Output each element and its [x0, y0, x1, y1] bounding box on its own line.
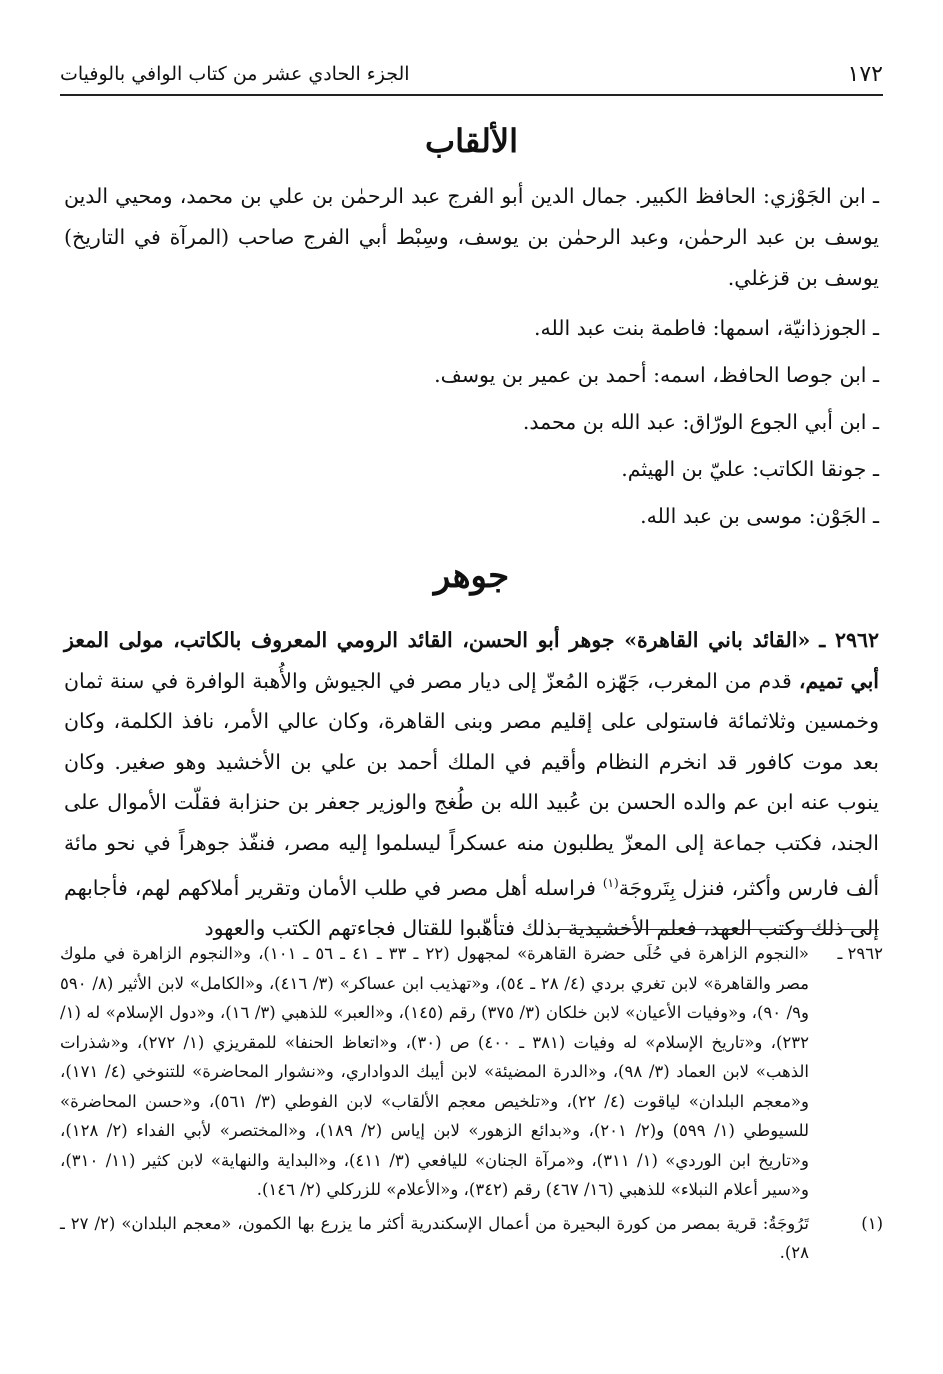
footnote-text: تَرُوجَةُ: قرية بمصر من كورة البحيرة من أعمال الإسكندرية أكثر ما يزرع بها الكمون، «معجم البلدان» (٢/ ٢٧ ـ ٢٨).	[60, 1213, 809, 1262]
alqab-entry: ـ جونقا الكاتب: عليّ بن الهيثم.	[621, 457, 879, 481]
running-header	[60, 54, 883, 96]
footnote-separator	[559, 929, 879, 930]
footnote-text: «النجوم الزاهرة في حُلَى حضرة القاهرة» لمجهول (٢٢ ـ ٣٣ ـ ٤١ ـ ٥٦ ـ ١٠١)، و«النجوم الزاهرة في ملوك مصر والقاهرة» لابن تغري بردي (٤/ ٢٨ ـ ٥٤)، و«تهذيب ابن عساكر» (٣/ ٤١٦)، و«الكامل» لابن الأثير (٨/ ٥٩٠ و٩/ ٩٠)، و«وفيات الأعيان» لابن خلكان (٣/ ٣٧٥) رقم (١٤٥)، و«العبر» للذهبي (٣/ ١٦)، و«دول الإسلام» له (١/ ٢٣٢)، و«تاريخ الإسلام» له وفيات (٣٨١ ـ ٤٠٠) ص (٣٠)، و«اتعاظ الحنفا» للمقريزي (١/ ٢٧٢)، و«شذرات الذهب» لابن العماد (٣/ ٩٨)، و«الدرة المضيئة» لابن أيبك الدواداري، و«نشوار المحاضرة» للتنوخي (٤/ ١٧١)، و«معجم البلدان» لياقوت (٤/ ٢٢)، و«تلخيص معجم الألقاب» لابن الفوطي (٣/ ٥٦١)، و«حسن المحاضرة» للسيوطي (١/ ٥٩٩) و(٢/ ٢٠١)، و«بدائع الزهور» لابن إياس (٢/ ١٨٩)، و«المختصر» لأبي الفداء (٢/ ١٢٨)، و«تاريخ ابن الوردي» (١/ ٣١١)، و«مرآة الجنان» لليافعي (٣/ ٤١١)، و«البداية والنهاية» لابن كثير (١١/ ٣١٠)، و«سير أعلام النبلاء» للذهبي (١٦/ ٤٦٧) رقم (٣٤٢)، و«الأعلام» للزركلي (٢/ ١٤٦).	[60, 944, 810, 1199]
footnotes	[60, 939, 883, 1268]
running-title: الجزء الحادي عشر من كتاب الوافي بالوفيات	[60, 63, 410, 85]
alqab-entry: ـ الجَوْن: موسى بن عبد الله.	[640, 504, 879, 528]
alqab-entry: ـ ابن جوصا الحافظ، اسمه: أحمد بن عمير بن يوسف.	[434, 363, 879, 387]
jawhar-entry-text	[64, 620, 879, 949]
entry-heading: «القائد باني القاهرة» جوهر أبو الحسن، القائد الرومي المعروف بالكاتب، مولى المعز أبي تميم،	[64, 628, 879, 693]
alqab-entry: ـ الجوزذانيّة، اسمها: فاطمة بنت عبد الله.	[533, 316, 879, 340]
page-number: ١٧٢	[847, 61, 883, 87]
alqab-entry-jawzi: ـ ابن الجَوْزي: الحافظ الكبير. جمال الدين أبو الفرج عبد الرحمٰن بن علي بن محمد، ومحيي الدين يوسف بن عبد الرحمٰن، وعبد الرحمٰن بن يوسف، وسِبْط أبي الفرج صاحب (المرآة في التاريخ) يوسف بن قزغلي.	[64, 184, 879, 290]
entry-body-continued: فراسله أهل مصر في طلب الأمان وتقرير أملاكهم لهم، فأجابهم إلى ذلك وكتب العهد، فعلم الأخشيدية بذلك فتأهّبوا للقتال فجاءتهم الكتب والعهود	[64, 875, 879, 941]
jawhar-entry	[64, 620, 879, 949]
section-title-jawhar: جوهر	[433, 556, 510, 596]
section-title-alqab: الألقاب	[425, 122, 518, 160]
entry-body: قدم من المغرب، جَهّزه المُعزّ إلى ديار مصر في الجيوش والأُهبة الوافرة في سنة ثمان وخمسين وثلاثمائة فاستولى على إقليم مصر وبنى القاهرة، وكان عالي الأمر، نافذ الكلمة، وكان بعد موت كافور قد انخرم النظام وأقيم في الملك أحمد بن علي بن الأخشيد وهو صغير. وكان ينوب عنه ابن عم والده الحسن بن عُبيد الله بن طُغج والوزير جعفر بن حنزابة فقلّت الأموال على الجند، فكتب جماعة إلى المعزّ يطلبون منه عسكراً ليسلموا إليه مصر، فنفّذ جوهراً في نحو مائة ألف فارس وأكثر، فنزل بِتَروجَة	[64, 668, 880, 900]
alqab-list	[64, 176, 879, 540]
footnote-number: ٢٩٦٢ ـ	[837, 944, 883, 963]
footnote-sources	[60, 939, 883, 1205]
alqab-entry: ـ ابن أبي الجوع الورّاق: عبد الله بن محمد.	[522, 410, 879, 434]
footnote-taruja	[60, 1209, 883, 1268]
footnote-number: (١)	[861, 1213, 883, 1233]
footnote-ref: (١)	[602, 876, 619, 890]
entry-number: ٢٩٦٢ ـ	[819, 628, 879, 652]
